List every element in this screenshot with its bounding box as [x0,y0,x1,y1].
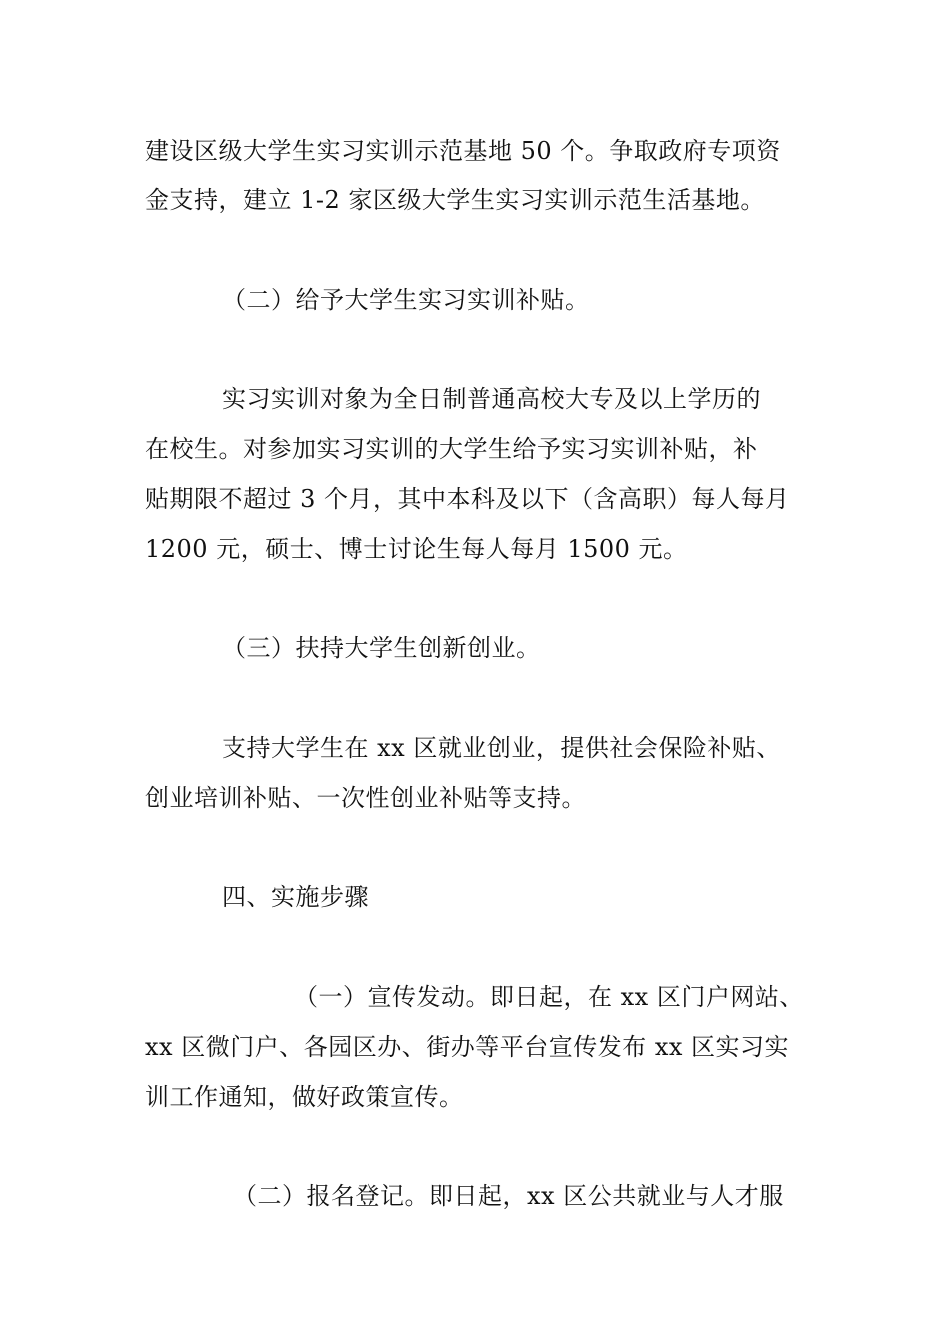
chapter-heading: 四、实施步骤 [222,883,369,911]
paragraph-line: 在校生。对参加实习实训的大学生给予实习实训补贴，补 [145,435,758,463]
paragraph-line: （一）宣传发动。即日起，在 xx 区门户网站、 [294,983,804,1011]
paragraph-line: 支持大学生在 xx 区就业创业，提供社会保险补贴、 [222,734,781,762]
section-heading: （三）扶持大学生创新创业。 [222,634,541,662]
paragraph-line: 金支持，建立 1-2 家区级大学生实习实训示范生活基地。 [145,186,765,214]
paragraph-line: 创业培训补贴、一次性创业补贴等支持。 [145,784,586,812]
paragraph-line: 贴期限不超过 3 个月，其中本科及以下（含高职）每人每月 [145,485,790,513]
paragraph-line: 建设区级大学生实习实训示范基地 50 个。争取政府专项资 [145,137,781,165]
paragraph-line: 1200 元，硕士、博士讨论生每人每月 1500 元。 [145,535,688,563]
paragraph-line: （二）报名登记。即日起，xx 区公共就业与人才服 [233,1182,784,1210]
paragraph-line: xx 区微门户、各园区办、街办等平台宣传发布 xx 区实习实 [145,1033,790,1061]
section-heading: （二）给予大学生实习实训补贴。 [222,286,590,314]
paragraph-line: 实习实训对象为全日制普通高校大专及以上学历的 [222,385,761,413]
paragraph-line: 训工作通知，做好政策宣传。 [145,1083,464,1111]
